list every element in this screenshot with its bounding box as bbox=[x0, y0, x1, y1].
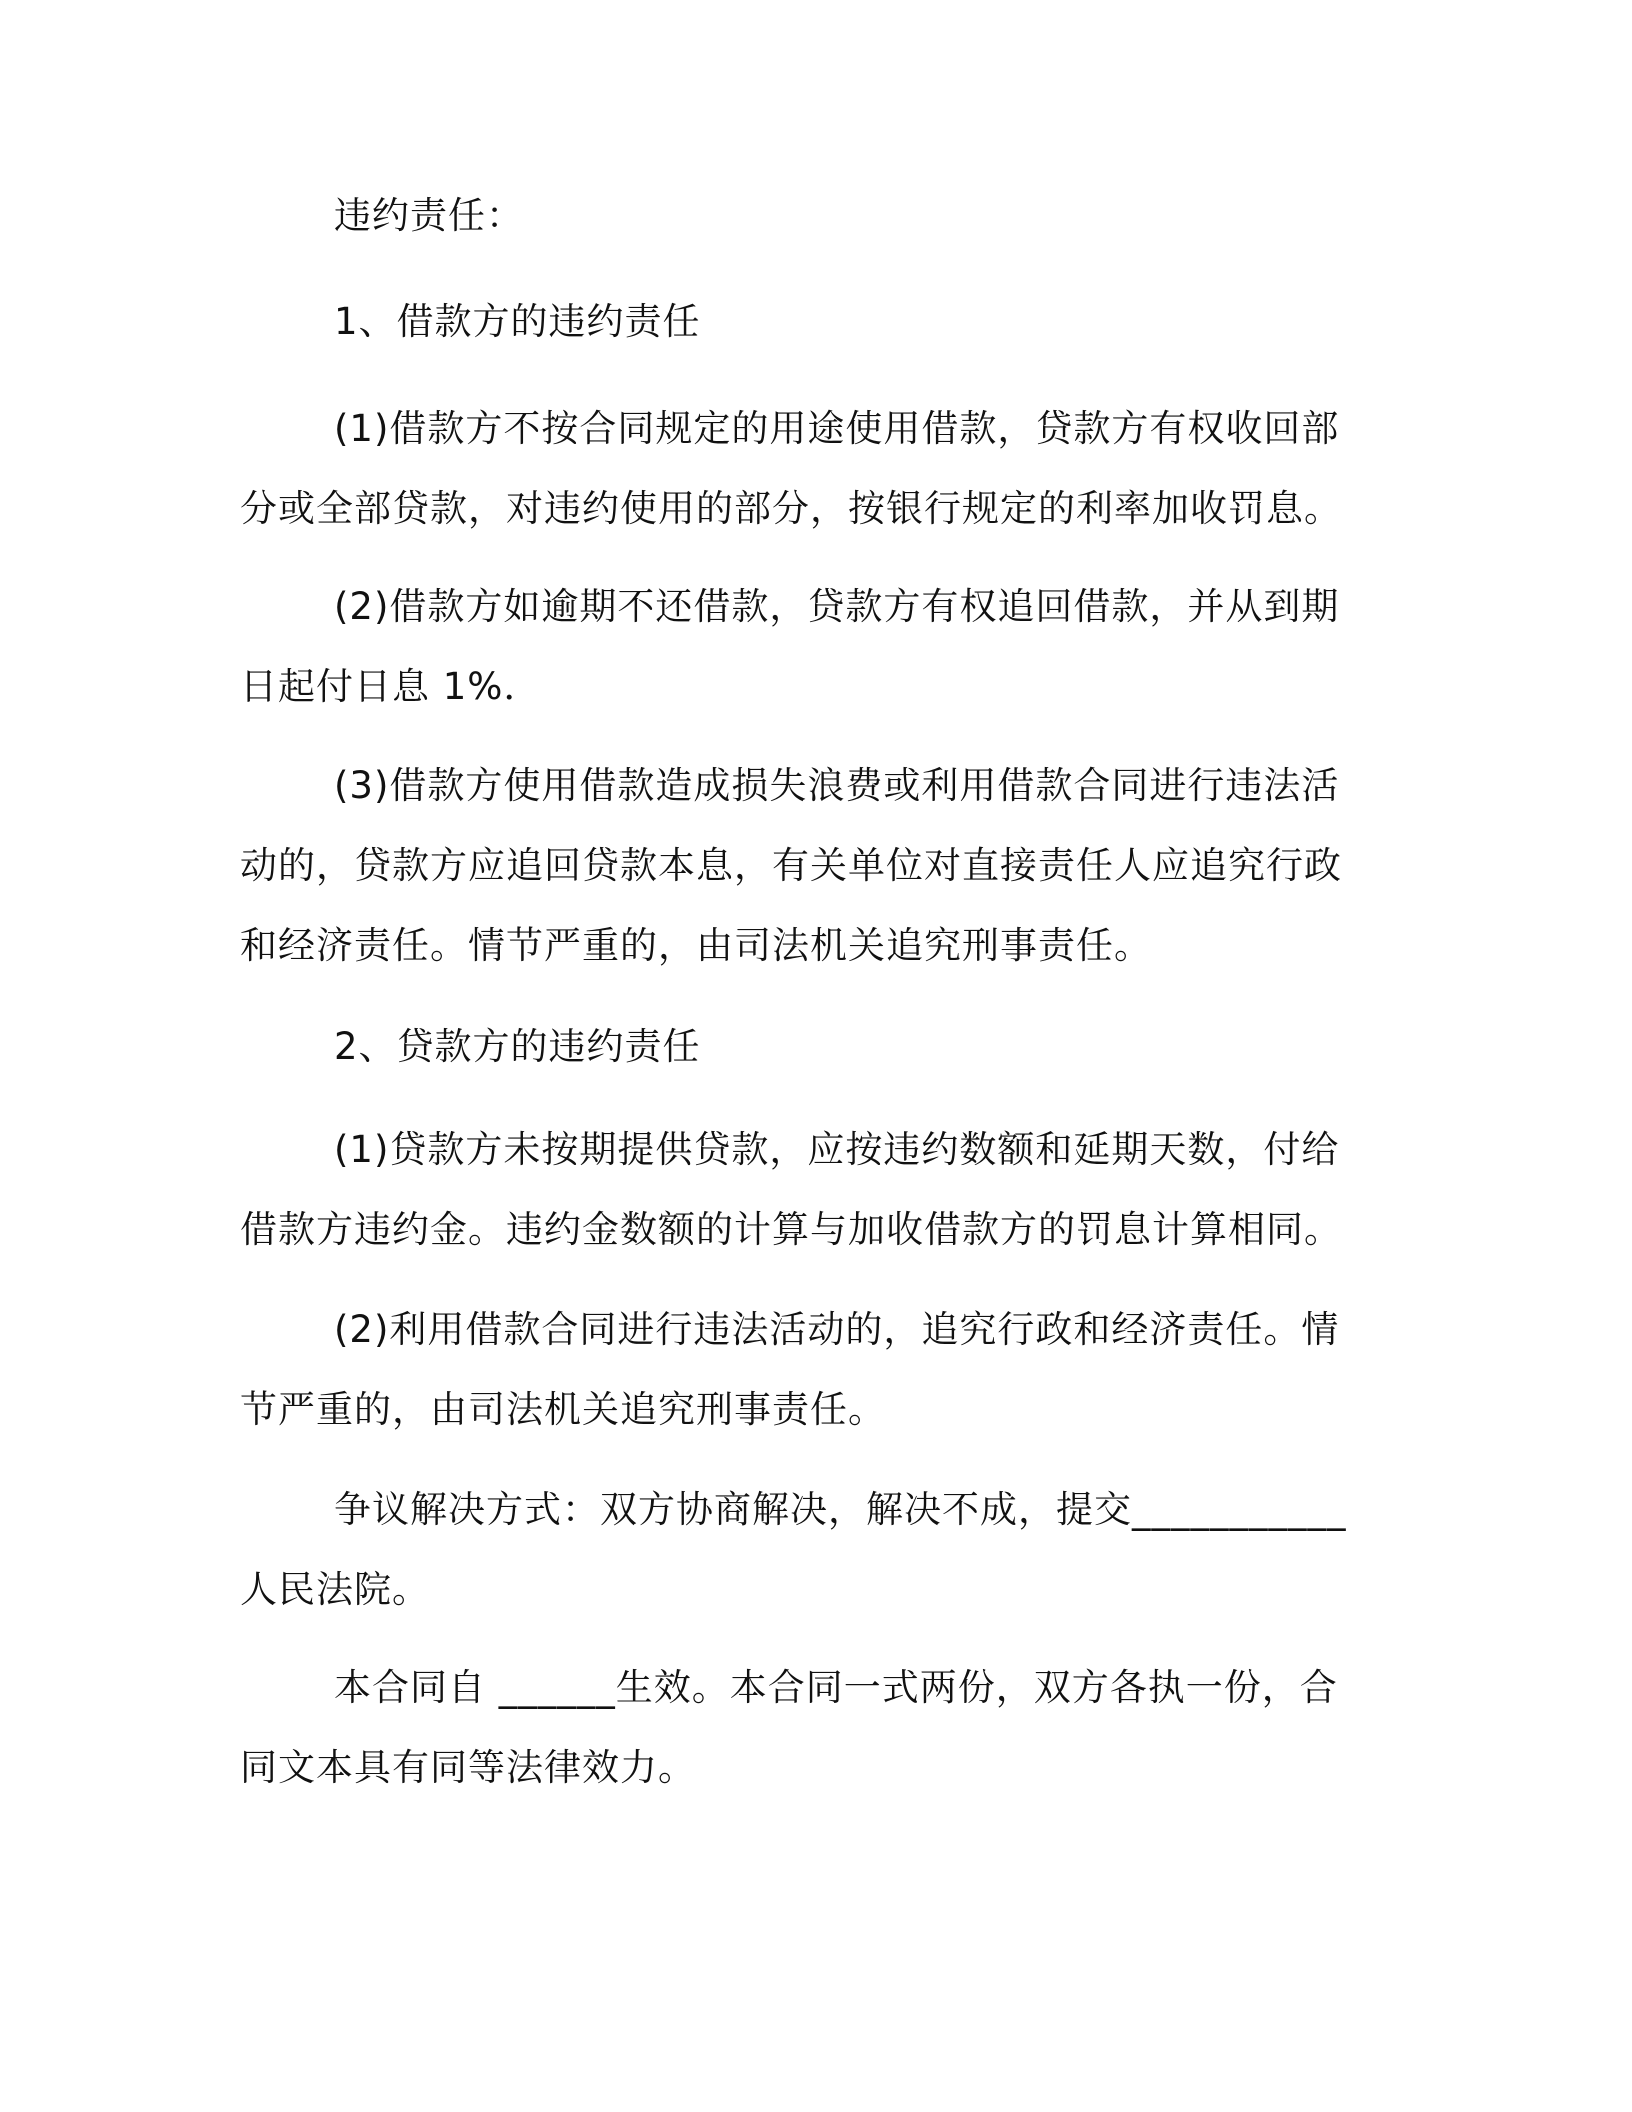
section-title-breach-liability: 违约责任： bbox=[334, 194, 524, 237]
effective-date-clause: 本合同自 ______生效。本合同一式两份，双方各执一份，合同文本具有同等法律效力。 bbox=[240, 1666, 1338, 1789]
lender-clause-2: (2)利用借款合同进行违法活动的，追究行政和经济责任。情节严重的，由司法机关追究刑事责任。 bbox=[240, 1308, 1340, 1431]
borrower-clause-1: (1)借款方不按合同规定的用途使用借款，贷款方有权收回部分或全部贷款，对违约使用的部分，按银行规定的利率加收罚息。 bbox=[240, 407, 1342, 530]
dispute-resolution-clause: 争议解决方式：双方协商解决，解决不成，提交___________人民法院。 bbox=[240, 1488, 1347, 1611]
borrower-clause-2: (2)借款方如逾期不还借款，贷款方有权追回借款，并从到期日起付日息 1%． bbox=[240, 585, 1340, 708]
lender-liability-heading: 2、贷款方的违约责任 bbox=[334, 1025, 701, 1068]
borrower-liability-heading: 1、借款方的违约责任 bbox=[334, 300, 701, 343]
lender-clause-1: (1)贷款方未按期提供贷款，应按违约数额和延期天数，付给借款方违约金。违约金数额的计算与加收借款方的罚息计算相同。 bbox=[240, 1128, 1342, 1251]
borrower-clause-3: (3)借款方使用借款造成损失浪费或利用借款合同进行违法活动的，贷款方应追回贷款本息，有关单位对直接责任人应追究行政和经济责任。情节严重的，由司法机关追究刑事责任。 bbox=[240, 764, 1342, 967]
